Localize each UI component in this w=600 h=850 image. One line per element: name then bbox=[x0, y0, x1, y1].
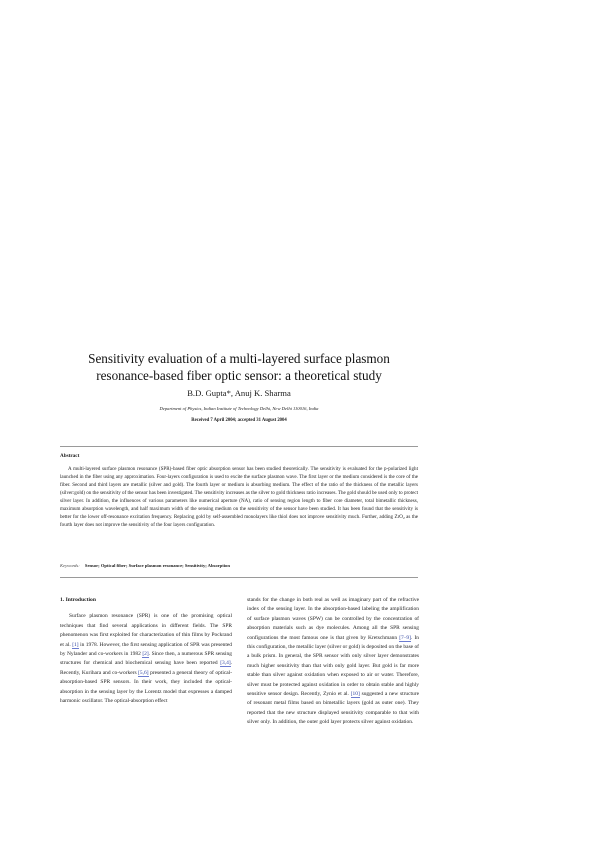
right-column bbox=[247, 596, 419, 728]
paper-title bbox=[60, 350, 418, 384]
abstract-text bbox=[60, 465, 418, 529]
text-run: in 1978. However, the first sensing application of SPR was presented by Nylander and co-workers in 1982 bbox=[60, 641, 232, 658]
citation-link-7-9[interactable]: [7–9] bbox=[399, 634, 411, 641]
keywords-values: Sensor; Optical fiber; Surface plasmon resonance; Sensitivity; Absorption bbox=[84, 563, 230, 568]
citation-link-3-4[interactable]: [3,4] bbox=[220, 660, 231, 667]
text-run: stands for the change in both real as well as imaginary part of the refractive index of the sensing layer. In the absorption-based labeling the amplification of surface plasmon waves (SPW) can be controlled by the concentration of absorption materials such as dye molecules. Among all the SPR sensing configurations the most famous one is that given by Kretschmann bbox=[247, 597, 419, 641]
text-run: . Recently, Kurihara and co-workers bbox=[60, 660, 232, 676]
text-run: suggested a new structure of resonant metal films based on bimetallic layers (gold as outer one). They reported that the new structure displayed sensitivity comparable to that with silver only. In addition, the outer gold layer protects silver against oxidation. bbox=[247, 691, 419, 726]
affiliation: Department of Physics, Indian Institute of Technology Delhi, New Delhi 110016, India bbox=[159, 406, 319, 411]
authors: B.D. Gupta*, Anuj K. Sharma bbox=[187, 388, 291, 398]
abstract-bottom-divider bbox=[60, 577, 418, 578]
text-run: Surface plasmon resonance (SPR) is one of the promising optical techniques that find several applications in different fields. The SPR phenomenon was first exploited for characterization of thin films by Pockrand et al. bbox=[60, 613, 232, 648]
intro-paragraph-left bbox=[60, 612, 232, 706]
text-run: presented a general theory of optical-absorption-based SPR sensors. In their work, they included the optical-absorption in the sensing layer by the Lorentz model that expresses a damped harmonic oscillator. The optical-absorption effect bbox=[60, 669, 233, 705]
abstract-heading: Abstract bbox=[60, 453, 80, 459]
left-column bbox=[60, 596, 232, 706]
citation-link-10[interactable]: [10] bbox=[350, 691, 360, 698]
citation-link-5-6[interactable]: [5,6] bbox=[138, 669, 149, 676]
abstract-text-part-1: A multi-layered surface plasmon resonance (SPR)-based fiber optic absorption sensor has been studied theoretically. The sensitivity is evaluated for the p-polarized light launched in the fiber using any approximation. Four-layers configuration is used to excite the surface plasmon wave. The first layer or the medium considered is the core of the fiber. Second and third layers are metallic (silver and gold). The fourth layer or medium is absorbing medium. The effect of the ratio of the thickness of the metallic layers (silver:gold) on the sensitivity of the sensor has been investigated. The sensitivity increases as the silver to gold thickness ratio increases. The gold should be used only to protect silver layer. In addition, the influences of various parameters like numerical aperture (NA), ratio of sensing region length to fiber core diameter, total bimetallic thickness, maximum absorption wavelength, and half maximum width of the sensing medium on the sensitivity of the sensor have been studied. It has been found that the sensitivity is better for the lower off-resonance excitation frequency. Replacing gold by self-assembled monolayers like thiol does not improve sensitivity much. Further, adding ZrO bbox=[60, 466, 418, 521]
citation-link-1[interactable]: [1] bbox=[72, 641, 79, 648]
received-dates: Received 7 April 2004; accepted 31 August 2004 bbox=[191, 418, 287, 423]
abstract-top-divider bbox=[60, 446, 418, 447]
abstract-subscript: 2 bbox=[402, 516, 405, 521]
text-run: . In this configuration, the metallic layer (silver or gold) is deposited on the base of a bulk prism. In general, the SPR sensor with only silver layer demonstrates much higher sensitivity than that with only gold layer. But gold is far more stable than silver against oxidation when exposed to air or water. Therefore, silver must be protected against oxidation in order to obtain stable and highly sensitive sensor design. Recently, Zynio et al. bbox=[247, 634, 419, 698]
citation-link-2[interactable]: [2] bbox=[142, 651, 149, 658]
keywords-label: Keywords: bbox=[60, 563, 80, 568]
title-line-2: resonance-based fiber optic sensor: a theoretical study bbox=[96, 368, 382, 383]
intro-paragraph-right bbox=[247, 596, 419, 728]
section-heading-introduction: 1. Introduction bbox=[60, 597, 96, 603]
title-line-1: Sensitivity evaluation of a multi-layered surface plasmon bbox=[88, 351, 390, 366]
keywords bbox=[60, 563, 418, 569]
abstract-text-part-2: as the fourth layer does not improve the sensitivity of the four layers configuration. bbox=[60, 514, 418, 529]
text-run: . Since then, a numerous SPR sensing structures for chemical and biochemical sensing have been reported bbox=[60, 651, 232, 667]
